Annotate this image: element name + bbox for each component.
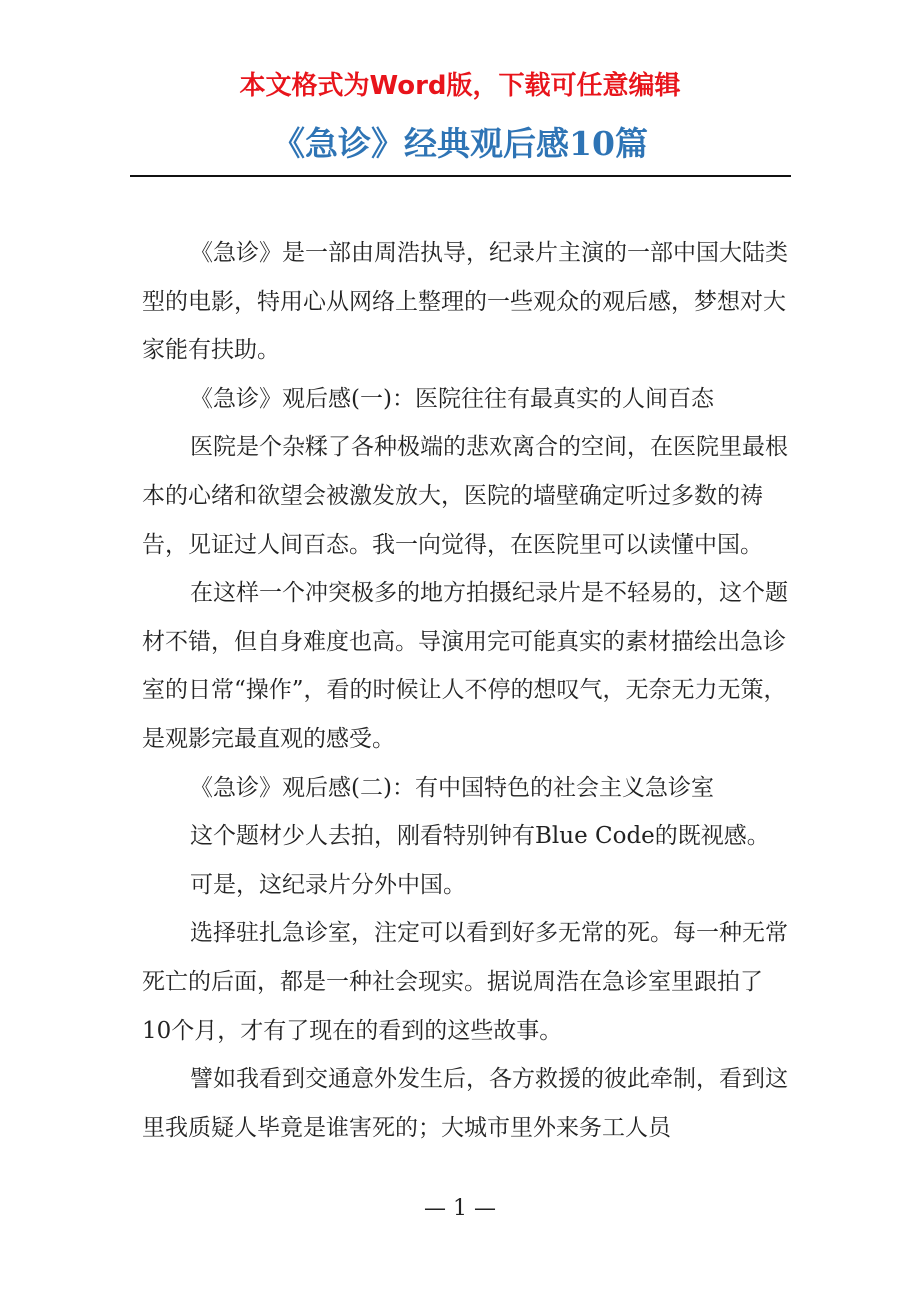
document-title: 《急诊》经典观后感10篇 [272,124,648,163]
section-heading-2: 《急诊》观后感(二)：有中国特色的社会主义急诊室 [190,774,714,801]
body-paragraph: 这个题材少人去拍，刚看特别钟有Blue Code的既视感。 [190,823,770,850]
page-number: — 1 — [424,1196,496,1221]
body-paragraph: 选择驻扎急诊室，注定可以看到好多无常的死。每一种无常死亡的后面，都是一种社会现实。据说周浩在急诊室里跟拍了10个月，才有了现在的看到的这些故事。 [142,920,788,1044]
body-paragraph: 医院是个杂糅了各种极端的悲欢离合的空间，在医院里最根本的心绪和欲望会被激发放大，医院的墙壁确定听过多数的祷告，见证过人间百态。我一向觉得，在医院里可以读懂中国。 [142,434,788,558]
document-body [142,229,792,1152]
title-divider [130,175,791,177]
section-heading-1: 《急诊》观后感(一)：医院往往有最真实的人间百态 [190,385,714,412]
body-paragraph: 可是，这纪录片分外中国。 [190,871,466,898]
format-notice: 本文格式为Word版，下载可任意编辑 [239,71,681,101]
body-paragraph: 譬如我看到交通意外发生后，各方救援的彼此牵制，看到这里我质疑人毕竟是谁害死的；大城市里外来务工人员 [142,1066,788,1141]
body-paragraph: 在这样一个冲突极多的地方拍摄纪录片是不轻易的，这个题材不错，但自身难度也高。导演用完可能真实的素材描绘出急诊室的日常“操作”，看的时候让人不停的想叹气，无奈无力无策，是观影完最直观的感受。 [142,580,788,752]
intro-paragraph: 《急诊》是一部由周浩执导，纪录片主演的一部中国大陆类型的电影，特用心从网络上整理的一些观众的观后感，梦想对大家能有扶助。 [142,240,788,364]
